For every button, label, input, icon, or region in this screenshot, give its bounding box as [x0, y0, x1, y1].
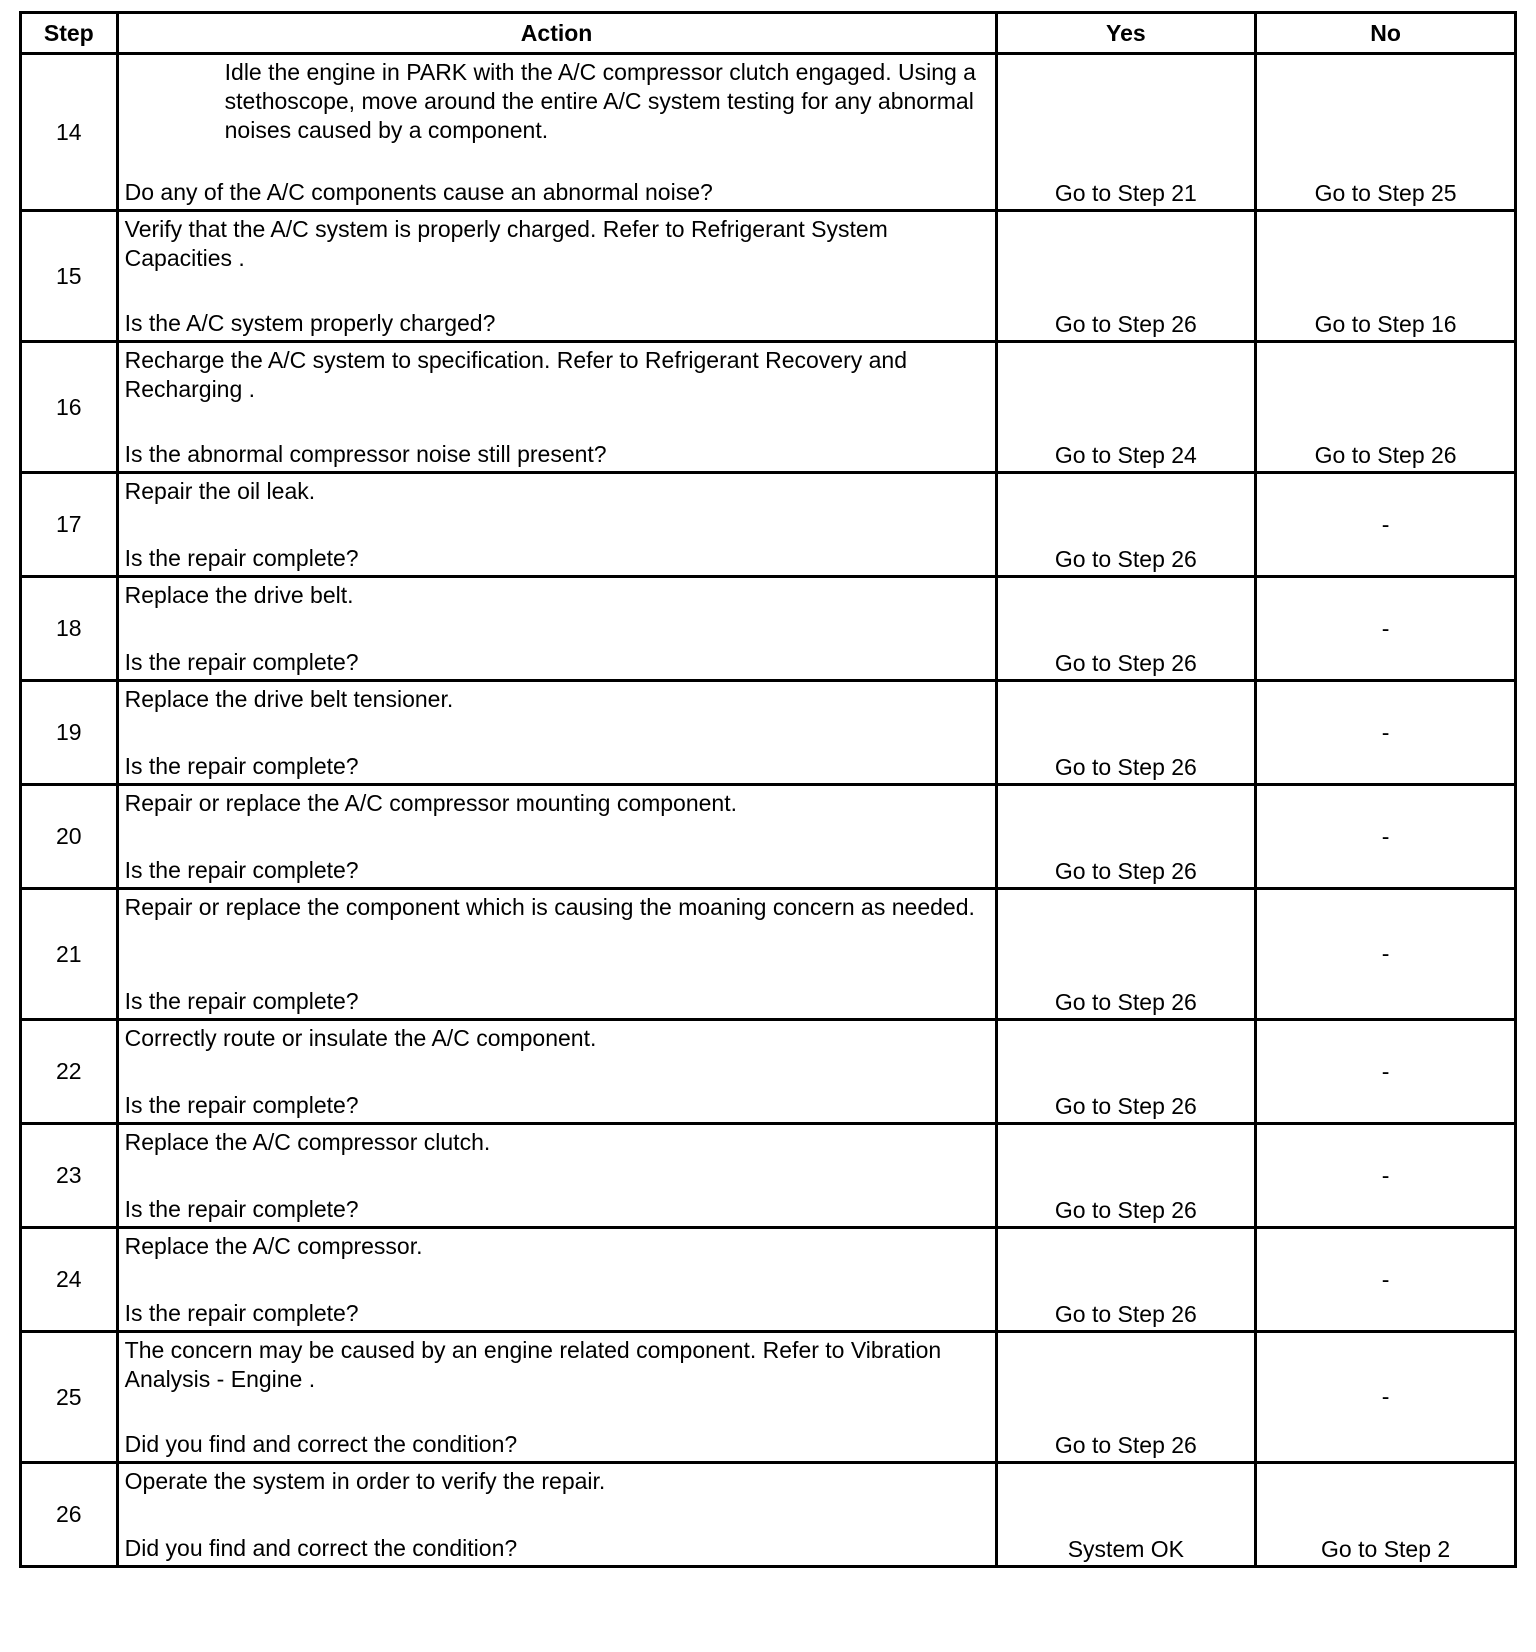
yes-cell [996, 1332, 1256, 1463]
action-cell [117, 342, 996, 473]
action-text: Replace the drive belt tensioner. [124, 686, 454, 712]
action-text: Operate the system in order to verify the repair. [124, 1468, 606, 1494]
no-result: - [1381, 940, 1390, 967]
action-cell [117, 1124, 996, 1228]
action-question: Is the repair complete? [124, 545, 359, 571]
yes-result: System OK [1067, 1536, 1185, 1562]
diagnostic-table [19, 11, 1517, 1568]
action-text: Verify that the A/C system is properly charged. Refer to Refrigerant System Capacities . [124, 216, 888, 271]
action-question: Is the abnormal compressor noise still present? [124, 441, 607, 467]
table-row [21, 473, 1516, 577]
no-result: Go to Step 26 [1314, 442, 1457, 468]
yes-result: Go to Step 26 [1054, 858, 1197, 884]
yes-result: Go to Step 21 [1054, 180, 1197, 206]
action-text: Repair or replace the A/C compressor mounting component. [124, 790, 738, 816]
action-question: Is the repair complete? [124, 988, 359, 1014]
action-text: Replace the A/C compressor clutch. [124, 1129, 491, 1155]
yes-result: Go to Step 26 [1054, 754, 1197, 780]
action-question: Is the repair complete? [124, 649, 359, 675]
header-action: Action [117, 13, 996, 54]
yes-result: Go to Step 26 [1054, 989, 1197, 1015]
yes-result: Go to Step 26 [1054, 1197, 1197, 1223]
no-cell [1256, 1020, 1516, 1124]
no-cell [1256, 342, 1516, 473]
yes-cell [996, 681, 1256, 785]
yes-cell [996, 54, 1256, 211]
header-yes: Yes [996, 13, 1256, 54]
action-question: Is the repair complete? [124, 753, 359, 779]
header-row [21, 13, 1516, 54]
action-cell [117, 1228, 996, 1332]
yes-cell [996, 1463, 1256, 1567]
yes-result: Go to Step 26 [1054, 1093, 1197, 1119]
step-number: 21 [21, 889, 118, 1020]
yes-cell [996, 889, 1256, 1020]
action-cell [117, 577, 996, 681]
no-cell [1256, 785, 1516, 889]
no-result: - [1381, 1162, 1390, 1188]
step-number: 25 [21, 1332, 118, 1463]
no-result: - [1381, 615, 1390, 641]
table-row [21, 1332, 1516, 1463]
no-result: - [1381, 1266, 1390, 1292]
table-row [21, 54, 1516, 211]
yes-result: Go to Step 26 [1054, 1432, 1197, 1458]
action-text: Replace the drive belt. [124, 582, 354, 608]
no-cell [1256, 889, 1516, 1020]
yes-cell [996, 785, 1256, 889]
action-question: Did you find and correct the condition? [124, 1535, 518, 1561]
yes-result: Go to Step 26 [1054, 311, 1197, 337]
yes-cell [996, 1228, 1256, 1332]
yes-result: Go to Step 26 [1054, 1301, 1197, 1327]
no-cell [1256, 54, 1516, 211]
action-cell [117, 889, 996, 1020]
table-row [21, 342, 1516, 473]
step-number: 24 [21, 1228, 118, 1332]
no-result: Go to Step 16 [1314, 311, 1457, 337]
action-question: Is the repair complete? [124, 1300, 359, 1326]
no-cell [1256, 1228, 1516, 1332]
table-row [21, 681, 1516, 785]
table-row [21, 211, 1516, 342]
action-text: Repair the oil leak. [124, 478, 316, 504]
header-no: No [1256, 13, 1516, 54]
step-number: 17 [21, 473, 118, 577]
action-text: Repair or replace the component which is causing the moaning concern as needed. [124, 894, 975, 920]
action-question: Is the repair complete? [124, 857, 359, 883]
action-cell [117, 1020, 996, 1124]
no-result: Go to Step 2 [1321, 1536, 1451, 1562]
action-text: The concern may be caused by an engine related component. Refer to Vibration Analysis - Engine . [124, 1337, 942, 1392]
no-result: - [1381, 719, 1390, 745]
table-row [21, 577, 1516, 681]
action-cell [117, 1463, 996, 1567]
action-cell [117, 1332, 996, 1463]
yes-cell [996, 473, 1256, 577]
yes-cell [996, 1020, 1256, 1124]
action-text: Correctly route or insulate the A/C component. [124, 1025, 597, 1051]
no-result: Go to Step 25 [1314, 180, 1457, 206]
step-number: 22 [21, 1020, 118, 1124]
no-cell [1256, 1332, 1516, 1463]
table-row [21, 785, 1516, 889]
table-row [21, 1463, 1516, 1567]
no-cell [1256, 681, 1516, 785]
no-result: - [1381, 1058, 1390, 1084]
step-number: 18 [21, 577, 118, 681]
action-question: Is the A/C system properly charged? [124, 310, 496, 336]
header-step: Step [21, 13, 118, 54]
yes-result: Go to Step 24 [1054, 442, 1197, 468]
no-cell [1256, 577, 1516, 681]
action-cell [117, 785, 996, 889]
step-number: 14 [21, 54, 118, 211]
step-number: 16 [21, 342, 118, 473]
table-row [21, 1020, 1516, 1124]
action-text: Recharge the A/C system to specification. Refer to Refrigerant Recovery and Recharging . [124, 347, 908, 402]
no-cell [1256, 1463, 1516, 1567]
action-cell [117, 211, 996, 342]
no-result: - [1381, 1383, 1390, 1410]
yes-cell [996, 1124, 1256, 1228]
action-cell [117, 54, 996, 211]
table-row [21, 1228, 1516, 1332]
no-result: - [1381, 823, 1390, 849]
action-cell [117, 681, 996, 785]
no-result: - [1381, 511, 1390, 537]
action-cell [117, 473, 996, 577]
yes-cell [996, 577, 1256, 681]
yes-cell [996, 342, 1256, 473]
action-question: Do any of the A/C components cause an abnormal noise? [124, 179, 713, 205]
no-cell [1256, 211, 1516, 342]
yes-result: Go to Step 26 [1054, 546, 1197, 572]
action-question: Did you find and correct the condition? [124, 1431, 518, 1457]
step-number: 20 [21, 785, 118, 889]
table-row [21, 1124, 1516, 1228]
action-question: Is the repair complete? [124, 1092, 359, 1118]
yes-result: Go to Step 26 [1054, 650, 1197, 676]
step-number: 19 [21, 681, 118, 785]
yes-cell [996, 211, 1256, 342]
step-number: 15 [21, 211, 118, 342]
action-text: Replace the A/C compressor. [124, 1233, 423, 1259]
table-row [21, 889, 1516, 1020]
step-number: 23 [21, 1124, 118, 1228]
action-text: Idle the engine in PARK with the A/C compressor clutch engaged. Using a stethoscope, move around the entire A/C system testing for any abnormal noises caused by a component. [224, 59, 976, 143]
action-question: Is the repair complete? [124, 1196, 359, 1222]
no-cell [1256, 1124, 1516, 1228]
no-cell [1256, 473, 1516, 577]
step-number: 26 [21, 1463, 118, 1567]
